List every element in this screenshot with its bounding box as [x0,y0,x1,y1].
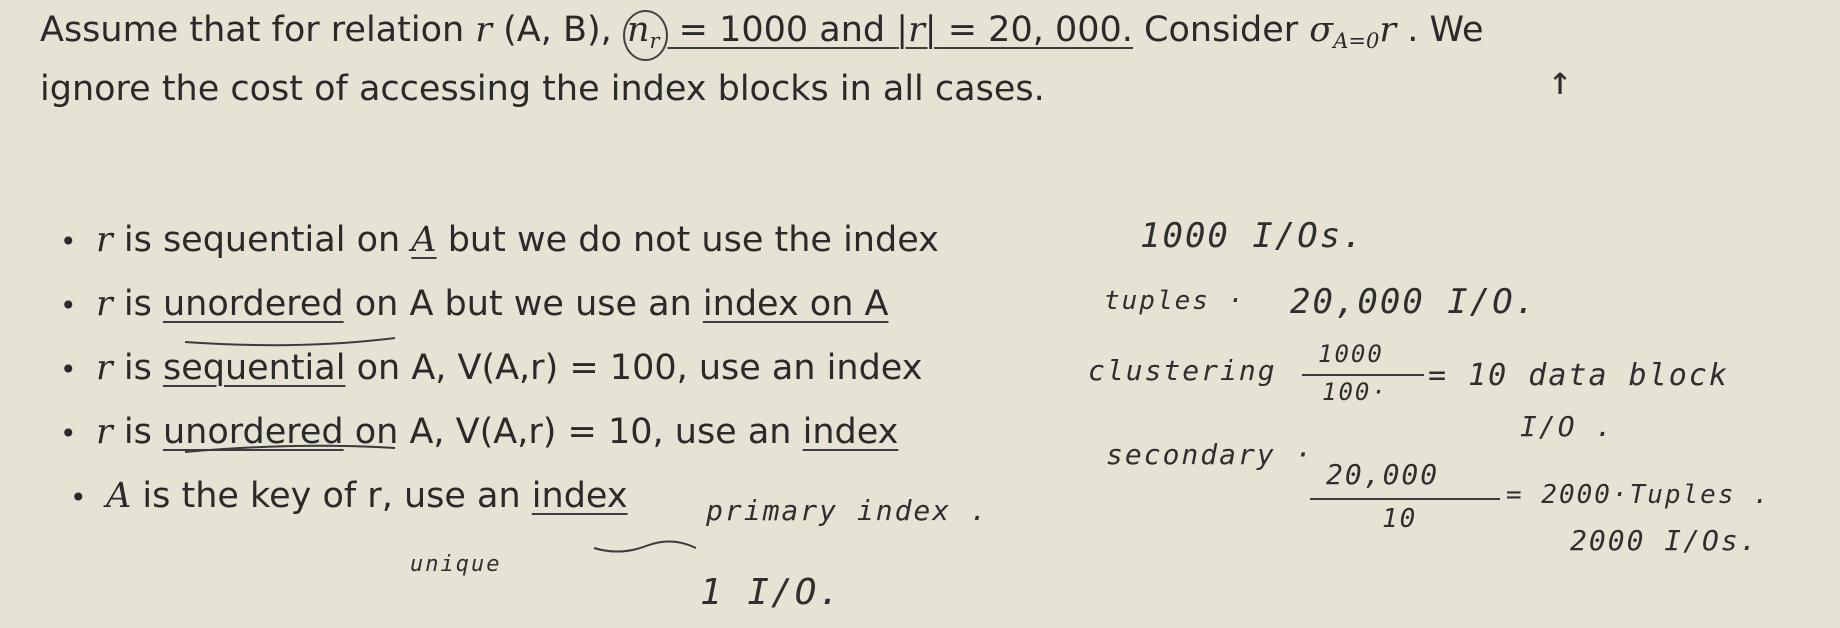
annotation-primary-io: 1 I/O. [700,572,843,613]
relation-var: r [475,10,493,50]
annotation-primary-index: primary index . [706,494,989,527]
bullet-item-1 [60,210,939,270]
bullet-underlined: sequential [162,348,346,388]
bullet-dot: • [60,353,77,386]
annotation-sequential-no-index: 1000 I/Os. [1140,216,1365,256]
annotation-secondary-numerator: 20,000 [1326,458,1440,491]
intro-text [40,6,1484,113]
bullet-text: but we do not use the index [436,220,939,260]
intro-tail: . We [1396,10,1484,50]
bullet-var: r [96,284,113,324]
sigma-relation: r [1379,10,1397,50]
squiggle-unordered [185,338,395,345]
underline-squiggles [180,322,1010,472]
annotation-secondary-fraction-bar [1310,498,1500,500]
n-equals: = 1000 and [667,10,897,50]
intro-line-2: ignore the cost of accessing the index blocks in all cases. [40,69,1045,109]
squiggle-unordered-2 [185,446,395,452]
sigma-subscript: A=0 [1333,29,1380,53]
bullet-text: is sequential on [112,220,412,260]
bullet-underlined: unordered [162,412,344,452]
bullet-var: r [96,220,113,260]
annotation-unique: unique [410,552,502,577]
bullet-dot: • [60,417,77,450]
bullet-underlined: A [411,220,437,260]
bullet-text: is [112,348,163,388]
circled-n-r [623,10,668,61]
annotation-secondary-label: secondary · [1106,438,1314,471]
n-subscript: r [649,29,660,53]
annotation-secondary-result: = 2000·Tuples . [1506,480,1771,510]
consider-text: Consider [1132,10,1310,50]
bullet-text: on A, V(A,r) = 10, use an [343,412,803,452]
cardinality-value: = 20, 000. [936,10,1133,50]
annotation-secondary-denominator: 10 [1382,504,1418,534]
bullet-dot: • [60,225,77,258]
cardinality: |r| [896,10,937,50]
intro-prefix: Assume that for relation [40,10,476,50]
bullet-underlined: index [802,412,899,452]
bullet-text: is [112,284,163,324]
bullet-var: r [96,348,113,388]
annotation-clustering-io: I/O . [1520,410,1615,443]
sigma-symbol: σ [1309,10,1334,50]
annotation-clustering-fraction-bar [1302,374,1424,376]
bullet-var: A [106,476,132,516]
squiggle-index [594,541,696,551]
arrow-mark: ↑ [1548,58,1575,104]
annotation-clustering-label: clustering [1088,354,1277,387]
bullet-underlined: index [531,476,628,516]
bullet-var: r [96,412,113,452]
bullet-item-5 [70,466,628,526]
annotation-clustering-result: = 10 data block [1428,358,1729,393]
index-squiggle [590,538,700,558]
bullet-dot: • [70,481,87,514]
relation-args: (A, B), [492,10,623,50]
bullet-underlined: index on A [702,284,889,324]
annotation-clustering-numerator: 1000 [1318,340,1384,368]
annotation-clustering-denominator: 100· [1322,378,1388,406]
bullet-dot: • [60,289,77,322]
bullet-text: is the key of r, use an [131,476,532,516]
annotation-tuples-label: tuples · [1104,286,1246,316]
intro-line-1 [40,6,1484,65]
bullet-text: is [112,412,163,452]
annotation-tuples-value: 20,000 I/O. [1290,282,1538,322]
n-letter: n [626,10,650,50]
bullet-text: on A, V(A,r) = 100, use an index [345,348,923,388]
bullet-text: on A but we use an [343,284,703,324]
annotation-secondary-io: 2000 I/Os. [1570,524,1759,557]
bullet-underlined: unordered [162,284,344,324]
